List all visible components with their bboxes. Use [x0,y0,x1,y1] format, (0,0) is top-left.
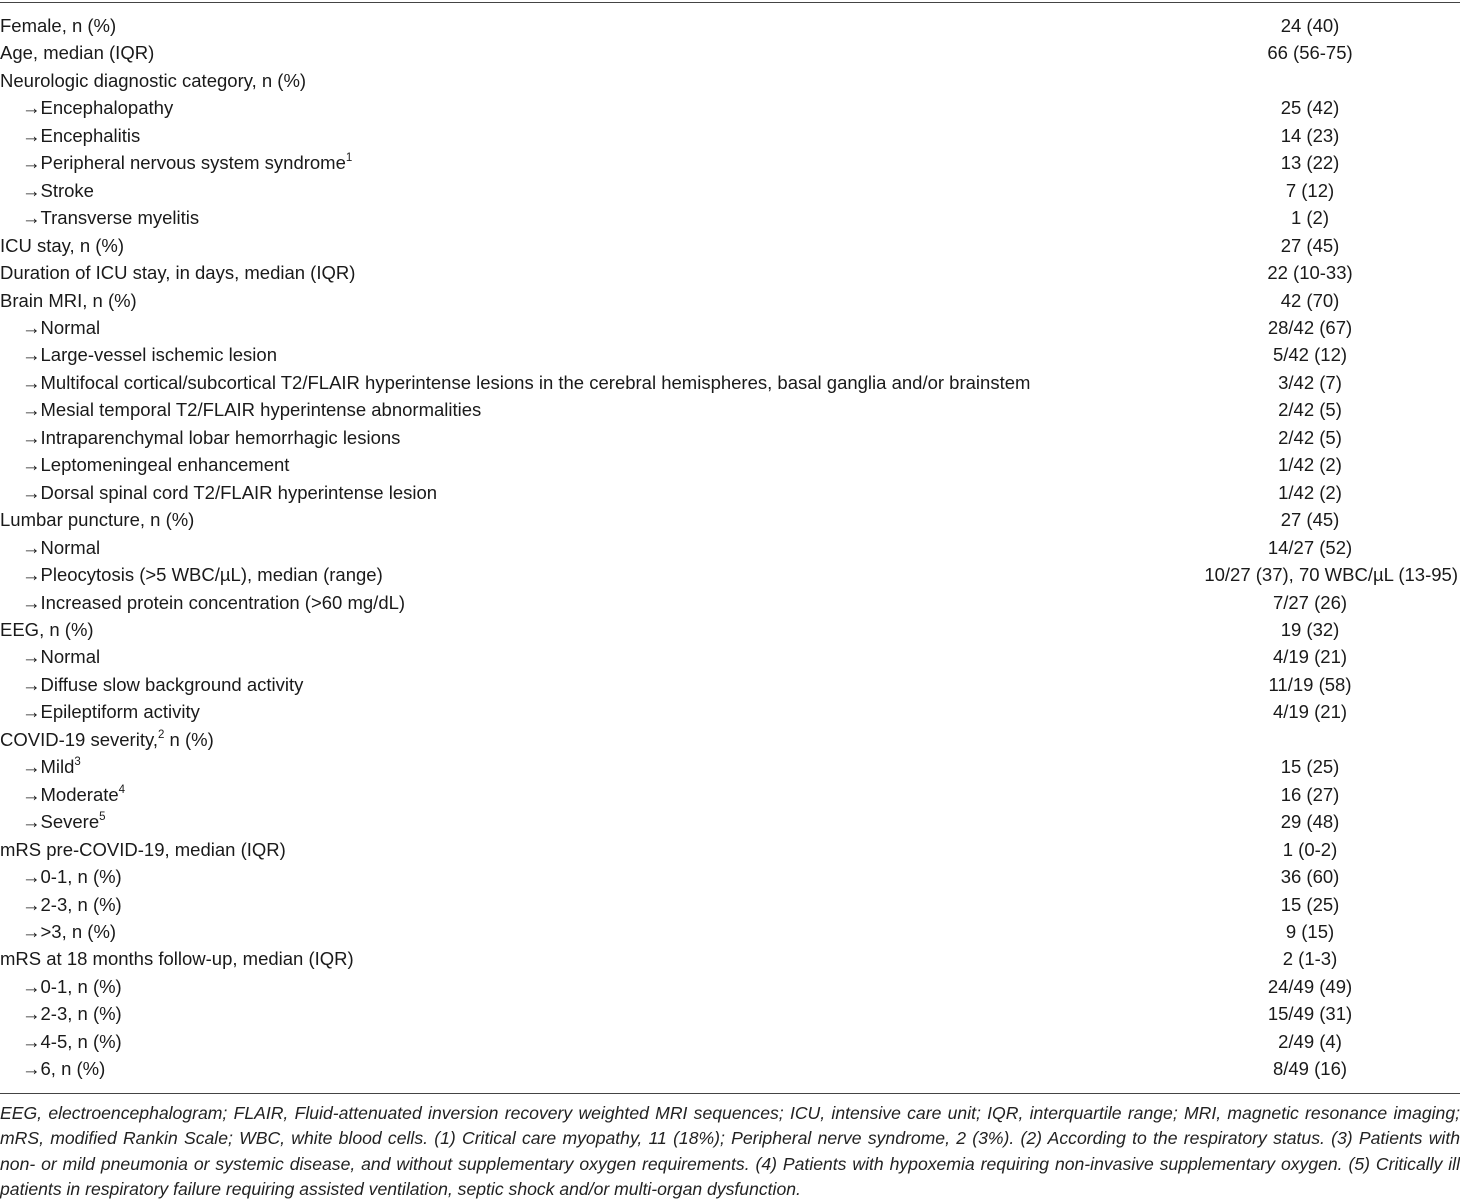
table-row [0,891,1460,918]
row-value: 1/42 (2) [1278,481,1342,503]
table-row [0,232,1460,259]
row-value [1160,67,1460,94]
row-label-text: →Normal [22,646,101,668]
row-label-text: →6, n (%) [22,1058,106,1080]
table-top-rule [0,2,1460,3]
row-value: 42 (70) [1280,289,1340,311]
table-row [0,945,1460,972]
table-row [0,94,1460,121]
table-row [0,506,1460,533]
row-label-text: →Multifocal cortical/subcortical T2/FLAIR hyperintense lesions in the cerebral hemispheres, basal ganglia and/or brainstem [22,371,1031,393]
row-label [0,369,1160,396]
row-label [0,808,1160,835]
table-row [0,479,1460,506]
table-row [0,534,1460,561]
row-label [0,918,1160,945]
row-value: 25 (42) [1280,97,1340,119]
table-row [0,177,1460,204]
row-label-text: Age, median (IQR) [0,42,155,64]
table-row [0,561,1460,588]
table-row [0,918,1460,945]
row-label [0,863,1160,890]
table-footnote: EEG, electroencephalogram; FLAIR, Fluid-attenuated inversion recovery weighted MRI sequences; ICU, intensive care unit; IQR, interquartile range; MRI, magnetic resonance imaging; mRS, modified Rankin Scale; WBC, white blood cells. (1) Critical care myopathy, 11 (18%); Peripheral nerve syndrome, 2 (3%). (2) According to the respiratory status. (3) Patients with non- or mild pneumonia or systemic disease, and without supplementary oxygen requirements. (4) Patients with hypoxemia requiring non-invasive supplementary oxygen. (5) Critically ill patients in respiratory failure requiring assisted ventilation, septic shock and/or multi-organ dysfunction. [0,1103,1460,1200]
row-label-text: →Encephalitis [22,124,141,146]
row-label [0,122,1160,149]
row-value: 16 (27) [1280,783,1340,805]
table-bottom-rule [0,1093,1460,1094]
row-label-text: →2-3, n (%) [22,1003,122,1025]
row-value: 27 (45) [1280,509,1340,531]
row-label [0,1055,1160,1082]
footnote-marker: 5 [99,810,106,823]
row-label-text: →Intraparenchymal lobar hemorrhagic lesions [22,426,401,448]
footnote-marker: 1 [345,152,353,165]
row-label [0,424,1160,451]
row-label [0,287,1160,314]
row-label-text: →Large-vessel ischemic lesion [22,344,277,366]
table-row [0,149,1460,176]
row-label [0,698,1160,725]
row-label-text: →Severe [22,811,100,833]
row-label [0,753,1160,780]
table-row [0,616,1460,643]
row-label-text: →Pleocytosis (>5 WBC/µL), median (range) [22,564,383,586]
row-label [0,891,1160,918]
table-row [0,726,1460,753]
table-row [0,204,1460,231]
table-row [0,39,1460,66]
row-value: 27 (45) [1280,234,1340,256]
footnote-marker: 2 [157,728,165,741]
row-label-text: mRS at 18 months follow-up, median (IQR) [0,948,354,970]
row-label [0,671,1160,698]
table-row [0,589,1460,616]
row-value: 24 (40) [1280,15,1340,36]
row-label-text: COVID-19 severity, [0,728,158,750]
row-label-text: Duration of ICU stay, in days, median (IQR) [0,262,356,284]
row-value: 15 (25) [1280,893,1340,915]
row-value: 2/49 (4) [1278,1030,1342,1052]
row-label [0,534,1160,561]
row-label [0,341,1160,368]
table-row [0,753,1460,780]
row-label [0,973,1160,1000]
row-label [0,232,1160,259]
row-label-text: →Mesial temporal T2/FLAIR hyperintense abnormalities [22,399,482,421]
row-value: 29 (48) [1280,811,1340,833]
row-label-text: →Increased protein concentration (>60 mg/dL) [22,591,406,613]
table-row [0,973,1460,1000]
row-label-text: Brain MRI, n (%) [0,289,137,311]
row-label-text: EEG, n (%) [0,618,94,640]
table-row [0,451,1460,478]
table-row [0,369,1460,396]
footnote-marker: 3 [74,756,81,769]
row-label-text: →>3, n (%) [22,920,117,942]
row-label-suffix: n (%) [164,728,214,750]
footnote-marker: 4 [118,783,126,796]
table-row [0,259,1460,286]
table-row [0,698,1460,725]
row-label-text: →4-5, n (%) [22,1030,122,1052]
row-label [0,1000,1160,1027]
row-value: 28/42 (67) [1267,316,1353,338]
characteristics-table [0,12,1460,1083]
row-label-text: →Diffuse slow background activity [22,673,304,695]
row-value: 1 (2) [1290,207,1330,229]
table-row [0,863,1460,890]
table-row [0,1028,1460,1055]
row-value: 10/27 (37), 70 WBC/µL (13-95) [1204,564,1458,586]
table-row [0,671,1460,698]
row-label [0,781,1160,808]
row-value: 14/27 (52) [1267,536,1353,558]
table-row [0,424,1460,451]
row-value: 15/49 (31) [1267,1003,1353,1025]
row-label [0,589,1160,616]
row-value: 1 (0-2) [1282,838,1338,860]
row-label-text: →Peripheral nervous system syndrome [22,152,346,174]
row-label [0,643,1160,670]
row-value: 7/27 (26) [1272,591,1348,613]
row-label [0,726,1160,753]
row-label-text: →2-3, n (%) [22,893,122,915]
row-value: 15 (25) [1280,756,1340,778]
row-value: 66 (56-75) [1267,42,1353,64]
row-value: 4/19 (21) [1272,646,1348,668]
table-row [0,341,1460,368]
row-value: 2 (1-3) [1282,948,1338,970]
row-label [0,396,1160,423]
table-row [0,781,1460,808]
table-row [0,836,1460,863]
row-label [0,94,1160,121]
row-label-text: →0-1, n (%) [22,975,122,997]
row-label [0,204,1160,231]
row-label [0,149,1160,176]
table-row [0,808,1460,835]
row-label [0,39,1160,66]
row-value: 14 (23) [1280,124,1340,146]
row-value: 36 (60) [1280,866,1340,888]
row-label-text: →Normal [22,536,101,558]
row-label-text: →0-1, n (%) [22,866,122,888]
table-row [0,643,1460,670]
row-label-text: →Encephalopathy [22,97,174,119]
row-value: 2/42 (5) [1278,399,1342,421]
row-label-text: →Dorsal spinal cord T2/FLAIR hyperintense lesion [22,481,438,503]
row-value: 1/42 (2) [1278,454,1342,476]
table-row [0,314,1460,341]
row-label-text: Female, n (%) [0,15,117,36]
row-label [0,1028,1160,1055]
row-label-text: →Normal [22,316,101,338]
table-row [0,67,1460,94]
table-row [0,12,1460,39]
row-label [0,451,1160,478]
row-value: 2/42 (5) [1278,426,1342,448]
row-value: 3/42 (7) [1278,371,1342,393]
table-row [0,396,1460,423]
row-label [0,259,1160,286]
row-label [0,836,1160,863]
row-label [0,506,1160,533]
row-value: 5/42 (12) [1272,344,1348,366]
row-label-text: →Moderate [22,783,119,805]
row-label [0,479,1160,506]
row-label [0,67,1160,94]
table-row [0,287,1460,314]
row-value: 4/19 (21) [1272,701,1348,723]
row-value: 9 (15) [1285,920,1335,942]
table-row [0,122,1460,149]
table-body [0,12,1460,1083]
table-row [0,1000,1460,1027]
row-label-text: →Transverse myelitis [22,207,200,229]
row-value: 7 (12) [1285,179,1335,201]
row-value: 19 (32) [1280,618,1340,640]
row-label-text: ICU stay, n (%) [0,234,125,256]
row-label-text: →Epileptiform activity [22,701,200,723]
row-label-text: →Mild [22,756,75,778]
table-row [0,1055,1460,1082]
row-label-text: →Leptomeningeal enhancement [22,454,290,476]
row-label-text: mRS pre-COVID-19, median (IQR) [0,838,286,860]
row-label [0,945,1160,972]
row-value: 11/19 (58) [1268,673,1352,695]
row-label-text: Lumbar puncture, n (%) [0,509,195,531]
row-label [0,314,1160,341]
row-value: 24/49 (49) [1267,975,1353,997]
row-label [0,561,1160,588]
row-label [0,177,1160,204]
row-label [0,12,1160,39]
row-label-text: →Stroke [22,179,94,201]
row-value [1160,726,1460,753]
row-label-text: Neurologic diagnostic category, n (%) [0,69,307,91]
row-label [0,616,1160,643]
row-value: 8/49 (16) [1272,1058,1348,1080]
row-value: 13 (22) [1280,152,1340,174]
row-value: 22 (10-33) [1267,262,1353,284]
